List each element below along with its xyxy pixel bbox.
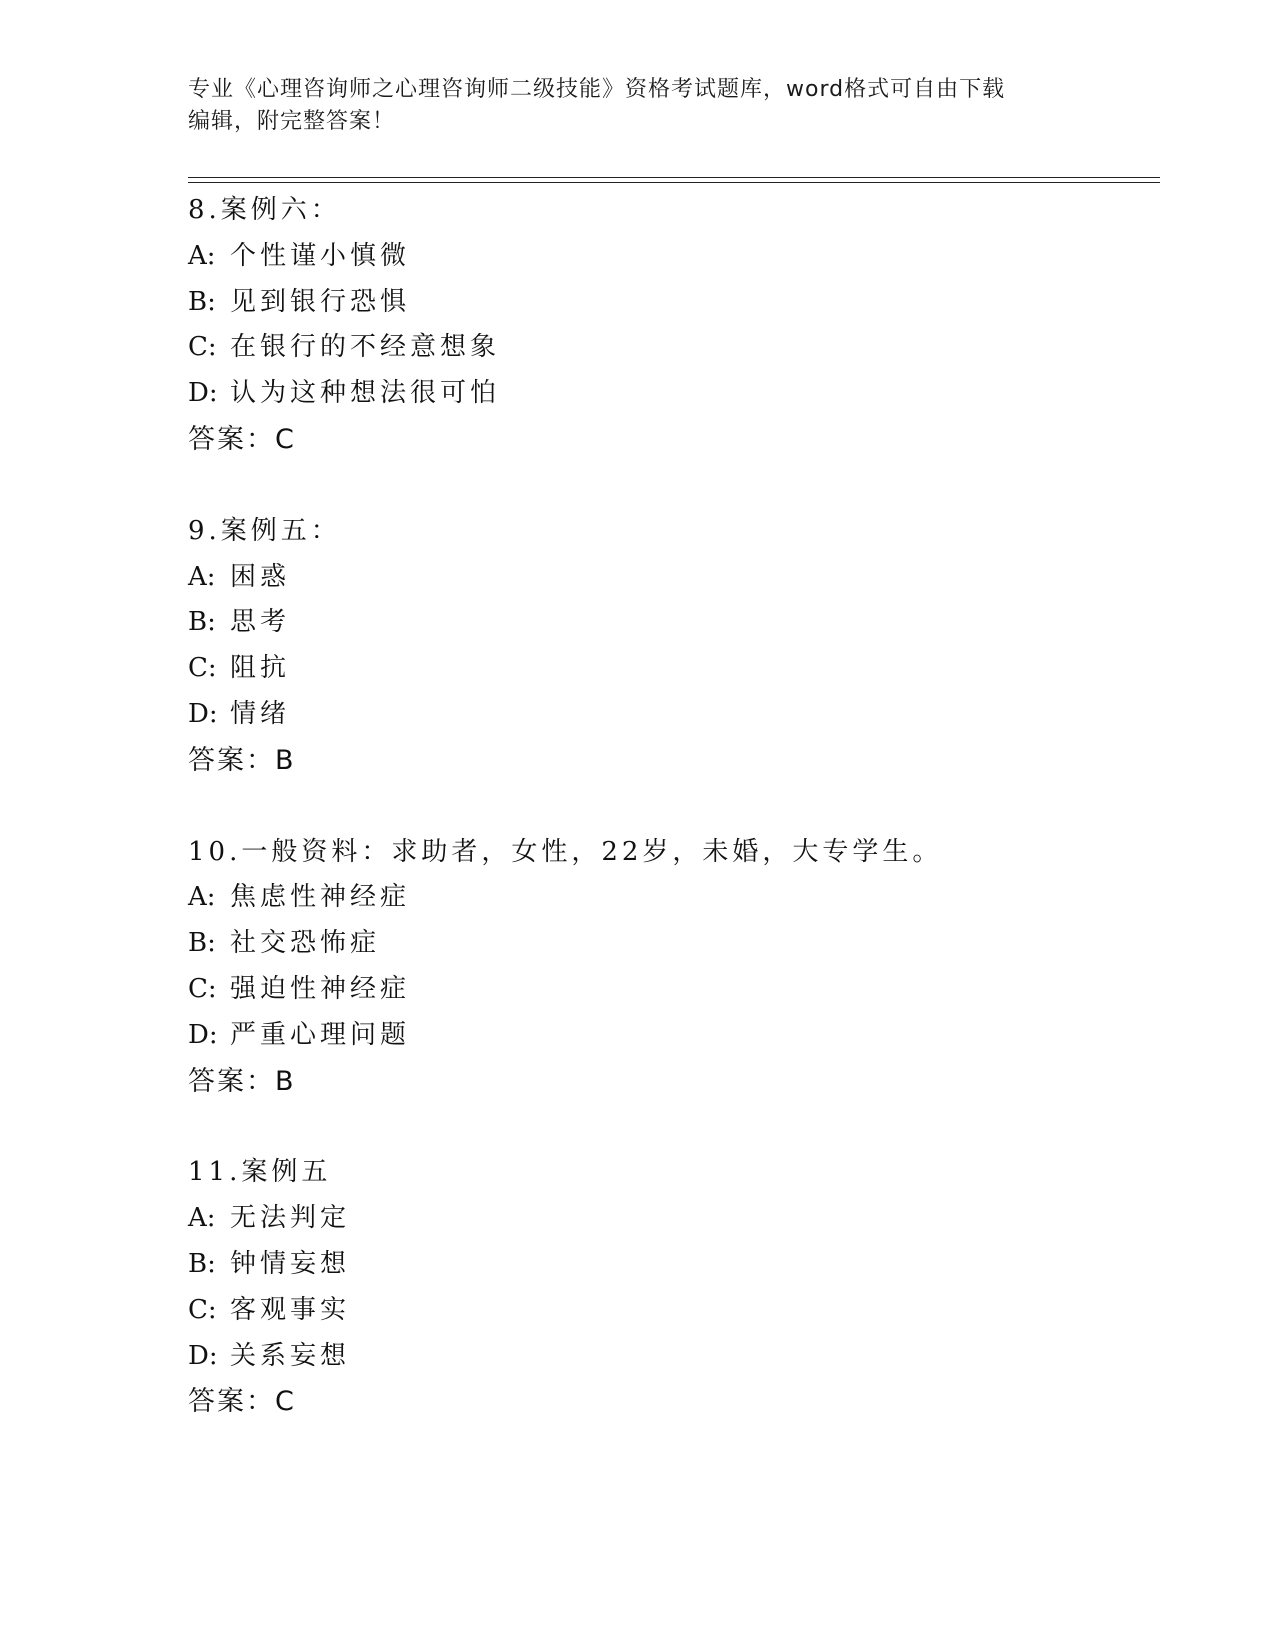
- option-text: 认为这种想法很可怕: [230, 378, 501, 409]
- question-list: [188, 188, 1160, 1471]
- option-letter: B:: [188, 928, 216, 959]
- option-c: [188, 325, 1160, 371]
- option-letter: D:: [188, 1019, 218, 1050]
- option-letter: A:: [188, 1203, 216, 1234]
- question-item: [188, 1150, 1160, 1425]
- option-text: 关系妄想: [230, 1340, 351, 1371]
- option-text: 客观事实: [230, 1294, 351, 1325]
- question-stem: 9.案例五：: [188, 515, 341, 546]
- header-divider-top: [188, 177, 1160, 178]
- option-text: 强迫性神经症: [230, 973, 411, 1004]
- option-letter: B:: [188, 1248, 216, 1279]
- option-d: [188, 692, 1160, 738]
- option-letter: C:: [188, 332, 217, 363]
- header-line-2: 编辑，附完整答案！: [188, 109, 396, 134]
- answer-line: 答案：B: [188, 1065, 296, 1097]
- option-letter: B:: [188, 607, 216, 638]
- document-header: [188, 74, 1088, 138]
- header-line-1: 专业《心理咨询师之心理咨询师二级技能》资格考试题库，word格式可自由下载: [188, 77, 1006, 102]
- option-letter: B:: [188, 286, 216, 317]
- option-text: 见到银行恐惧: [230, 286, 411, 317]
- option-a: [188, 875, 1160, 921]
- option-text: 困惑: [230, 561, 291, 592]
- answer-line: 答案：C: [188, 423, 296, 455]
- option-letter: A:: [188, 561, 216, 592]
- option-b: [188, 921, 1160, 967]
- option-text: 无法判定: [230, 1203, 351, 1234]
- option-text: 阻抗: [230, 653, 291, 684]
- option-a: [188, 1196, 1160, 1242]
- option-letter: A:: [188, 882, 216, 913]
- option-letter: C:: [188, 973, 217, 1004]
- option-c: [188, 1288, 1160, 1334]
- option-letter: D:: [188, 1340, 218, 1371]
- answer-line: 答案：B: [188, 744, 296, 776]
- question-item: [188, 509, 1160, 784]
- option-text: 个性谨小慎微: [230, 240, 411, 271]
- option-letter: C:: [188, 653, 217, 684]
- question-item: [188, 188, 1160, 463]
- option-letter: C:: [188, 1294, 217, 1325]
- option-c: [188, 967, 1160, 1013]
- option-letter: D:: [188, 378, 218, 409]
- option-d: [188, 1334, 1160, 1380]
- header-divider-bottom: [188, 182, 1160, 183]
- option-a: [188, 234, 1160, 280]
- option-a: [188, 555, 1160, 601]
- answer-line: 答案：C: [188, 1386, 296, 1418]
- option-letter: D:: [188, 698, 218, 729]
- option-b: [188, 1242, 1160, 1288]
- option-text: 焦虑性神经症: [230, 882, 411, 913]
- option-c: [188, 646, 1160, 692]
- option-b: [188, 600, 1160, 646]
- option-text: 钟情妄想: [230, 1248, 351, 1279]
- option-d: [188, 1013, 1160, 1059]
- option-text: 在银行的不经意想象: [230, 332, 501, 363]
- option-d: [188, 371, 1160, 417]
- question-stem: 10.一般资料：求助者，女性，22岁，未婚，大专学生。: [188, 836, 943, 867]
- option-text: 严重心理问题: [230, 1019, 411, 1050]
- option-text: 情绪: [230, 698, 291, 729]
- option-text: 思考: [230, 607, 291, 638]
- option-text: 社交恐怖症: [230, 928, 381, 959]
- question-stem: 8.案例六：: [188, 195, 341, 225]
- option-letter: A:: [188, 240, 216, 271]
- question-stem: 11.案例五: [188, 1157, 332, 1188]
- option-b: [188, 280, 1160, 326]
- question-item: [188, 830, 1160, 1105]
